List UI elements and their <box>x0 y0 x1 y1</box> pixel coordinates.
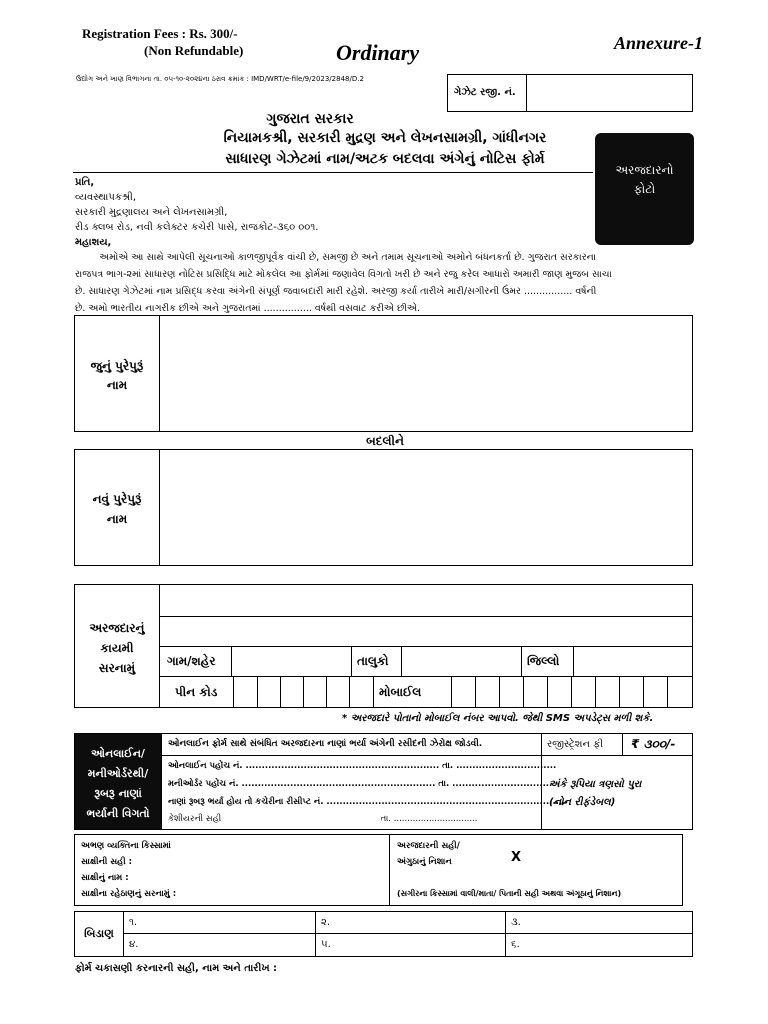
mobile-label: મોબાઈલ <box>379 685 422 699</box>
mobile-field[interactable] <box>452 677 692 706</box>
registration-fee-label: રજીસ્ટ્રેશન ફી <box>547 739 604 750</box>
permanent-address-box <box>74 584 693 708</box>
address-line-field-2[interactable] <box>160 617 692 646</box>
non-refundable-note: (Non Refundable) <box>144 43 244 58</box>
village-field[interactable] <box>232 647 350 675</box>
title-form-name: સાધારણ ગેઝેટમાં નામ/અટક બદલવા અંગેનું નોટિસ ફોર્મ <box>225 151 545 167</box>
payment-label-1: ઓનલાઈન/ <box>91 747 145 760</box>
permanent-address-label-2: કાયમી <box>100 641 134 655</box>
payment-label-4: ભર્યાની વિગતો <box>86 807 150 820</box>
new-name-label-1: નવું પુરેપુરૂં <box>92 492 142 506</box>
witness-sign-label: સાક્ષીની સહી : <box>81 857 133 867</box>
taluka-label: તાલુકો <box>357 654 389 668</box>
pincode-field[interactable] <box>234 677 372 706</box>
illiterate-case-label: અભણ વ્યક્તિના કિસ્સામાં <box>81 841 171 851</box>
pincode-label: પીન કોડ <box>175 685 218 699</box>
gazette-reg-label: ગેઝેટ રજી. નં. <box>454 87 516 98</box>
sms-note: * અરજદારે પોતાનો મોબાઈલ નંબર આપવો. જેથી SMS અપડેટ્સ મળી શકે. <box>342 713 654 724</box>
salutation: મહાશય, <box>75 237 112 248</box>
payment-label-2: મનીઓર્ડરથી/ <box>87 767 149 780</box>
witness-name-label: સાક્ષીનું નામ : <box>81 873 129 883</box>
money-order-row: મનીઓર્ડર પહોંચ નં. ............................................................ તા. ............................... <box>168 779 553 789</box>
witness-box <box>74 834 683 906</box>
old-name-field[interactable] <box>161 318 691 429</box>
enclosure-2: ૨. <box>321 917 331 928</box>
address-line-3: રીડ ક્લબ રોડ, નવી કલેક્ટર કચેરી પાસે, રાજકોટ-૩૬૦ ૦૦૧. <box>75 222 319 233</box>
new-name-box <box>74 449 693 566</box>
amount-non-refundable: (નોન રીફંડેબલ) <box>549 797 616 808</box>
enclosure-6: ૬. <box>511 939 520 950</box>
district-label: જિલ્લો <box>527 654 560 668</box>
cashier-sign-row: કેશીયરની સહી તા. ............................... <box>168 814 478 824</box>
applicant-photo-box <box>595 133 694 245</box>
new-name-field[interactable] <box>161 452 691 563</box>
photo-label-line2: ફોટો <box>633 182 656 196</box>
new-name-label-2: નામ <box>106 512 128 526</box>
enclosure-3: ૩. <box>511 917 521 928</box>
title-government: ગુજરાત સરકાર <box>266 111 354 127</box>
address-line-field-1[interactable] <box>160 586 692 616</box>
verifier-signature-line: ફોર્મ ચકાસણી કરનારની સહી, નામ અને તારીખ : <box>75 963 278 974</box>
registration-fee-value: ₹ ૩૦૦/- <box>631 737 676 751</box>
declaration-line-4: છે. અમો ભારતીય નાગરીક છીએ અને ગુજરાતમાં ................ વર્ષથી વસવાટ કરીએ છીએ. <box>75 303 421 314</box>
thumb-impression-label: અંગુઠાનું નિશાન <box>397 857 452 867</box>
declaration-line-2: રાજપત્ર ભાગ-૨માં સાધારણ નોટિસ પ્રસિદ્ધિ માટે મોકલેલ આ ફોર્મમાં જણાવેલ વિગતો ખરી છે અને રજુ કરેલ આધારો અમારી જાણ મુજબ સાચા <box>75 269 612 280</box>
witness-address-label: સાક્ષીના રહેઠાણનું સરનામું : <box>81 889 177 899</box>
gazette-reg-box <box>447 74 693 112</box>
payment-label-block <box>75 734 161 829</box>
address-line-2: સરકારી મુદ્રણાલય અને લેખનસામગ્રી, <box>75 207 228 218</box>
enclosure-1: ૧. <box>129 917 138 928</box>
old-name-box <box>74 315 693 432</box>
instead-label: બદલીને <box>366 434 404 448</box>
minor-guardian-note: (સગીરના કિસ્સામાં વાલી/માતા/ પિતાની સહી અથવા અંગૂઠાનું નિશાન) <box>397 889 622 898</box>
address-line-1: વ્યવસ્થાપકશ્રી, <box>75 192 137 203</box>
old-name-label-1: જુનું પુરેપુરૂં <box>90 359 144 373</box>
applicant-signature-field[interactable] <box>393 869 679 887</box>
registration-fees: Registration Fees : Rs. 300/- <box>82 26 238 41</box>
district-field[interactable] <box>574 647 692 675</box>
amount-in-words: અંકે રૂપિયા ત્રણસો પુરા <box>549 779 642 790</box>
declaration-line-3: છે. સાધારણ ગેઝેટમાં નામ પ્રસિદ્ધ કરવા અંગેની સંપૂર્ણ જવાબદારી મારી રહેશે. અરજી કર્યા તારીખે મારી/સગીરની ઉંમર ................ વર્ષની <box>75 286 597 297</box>
permanent-address-label-3: સરનામું <box>98 661 136 675</box>
form-type-title: Ordinary <box>336 40 420 65</box>
photo-label-line1: અરજદારનો <box>615 163 674 177</box>
payment-receipt-note: ઓનલાઈન ફોર્મ સાથે સંબંધિત અરજદારના નાણાં ભર્યા અંગેની રસીદની ઝેરોક્ષ જોડવી. <box>168 739 483 749</box>
resolution-line: ઉદ્યોગ અને ખાણ વિભાગના તા. ૦૫-૧૦-૨૦૨૪ના ઠરાવ ક્રમાંક : IMD/WRT/e-file/9/2023/2848/D.2 <box>76 75 364 83</box>
enclosures-box <box>74 911 693 957</box>
online-receipt-row: ઓનલાઈન પહોંચ નં. ............................................................ તા. ............................... <box>168 761 557 771</box>
taluka-field[interactable] <box>402 647 520 675</box>
enclosure-4: ૪. <box>129 939 139 950</box>
address-to: પ્રતિ, <box>75 177 95 188</box>
village-label: ગામ/શહેર <box>167 654 216 668</box>
enclosure-5: ૫. <box>321 939 331 950</box>
payment-box <box>74 733 693 830</box>
old-name-label-2: નામ <box>106 378 128 392</box>
enclosures-label: બિડાણ <box>84 927 114 940</box>
declaration-line-1: અમોએ આ સાથે આપેલી સૂચનાઓ કાળજીપૂર્વક વાંચી છે, સમજી છે અને તમામ સૂચનાઓ અમોને બંધનકર્તા છે. ગુજરાત સરકારના <box>75 252 597 263</box>
annexure-label: Annexure-1 <box>614 33 704 53</box>
title-department: નિયામકશ્રી, સરકારી મુદ્રણ અને લેખનસામગ્રી, ગાંધીનગર <box>223 130 547 146</box>
signature-mark: X <box>511 850 522 865</box>
cash-receipt-row: નાણાં રૂબરૂ ભર્યા હોય તો કચેરીના રીસીપ્ટ નં. .......................................................................... <box>168 797 566 807</box>
applicant-sign-label: અરજદારની સહી/ <box>397 841 460 851</box>
payment-label-3: રૂબરૂ નાણાં <box>94 787 142 800</box>
permanent-address-label-1: અરજદારનું <box>89 621 145 635</box>
